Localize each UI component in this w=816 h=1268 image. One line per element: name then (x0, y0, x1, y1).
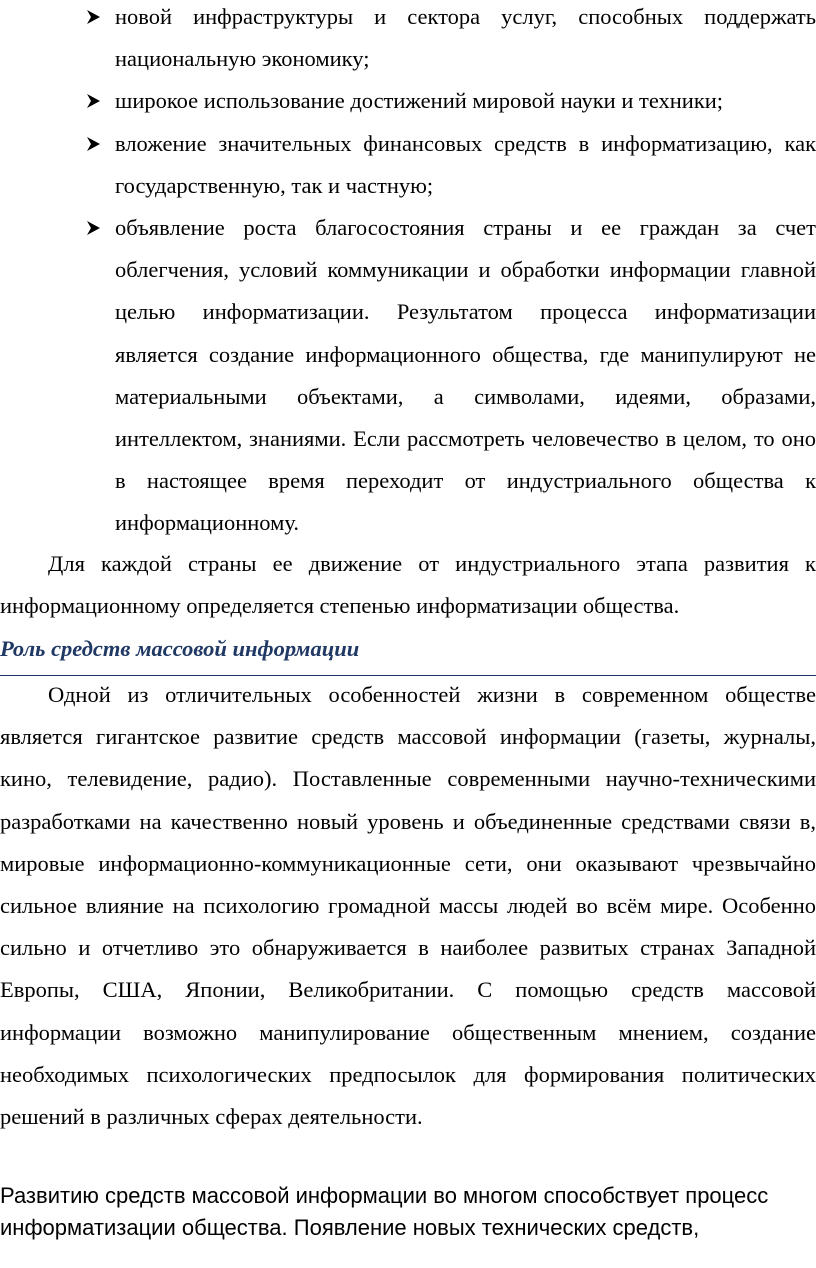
list-item (0, 207, 816, 545)
arrowhead-bullet-icon (82, 123, 104, 165)
list-item-text: новой инфраструктуры и сектора услуг, способных поддержать национальную экономику; (115, 4, 816, 72)
list-item (0, 0, 816, 80)
list-item-text: объявление роста благосостояния страны и ее граждан за счет облегчения, условий коммуникации и обработки информации главной целью информатизации. Результатом процесса информатизации является создание информационного общества, где манипулируют не материальными объектами, а символами, идеями, образами, интеллектом, знаниями. Если рассмотреть человечество в целом, то оно в настоящее время переходит от индустриального общества к информационному. (115, 215, 816, 536)
body-paragraph: Для каждой страны ее движение от индустриального этапа развития к информационному определяется степенью информатизации общества. (0, 551, 816, 619)
list-item-text: широкое использование достижений мировой науки и техники; (115, 88, 724, 114)
arrowhead-bullet-icon (82, 207, 104, 249)
list-item (0, 80, 816, 122)
arrowhead-bullet-icon (82, 0, 104, 38)
list-item (0, 123, 816, 207)
section-heading (0, 627, 816, 676)
body-paragraph: Одной из отличительных особенностей жизни в современном обществе является гигантское развитие средств массовой информации (газеты, журналы, кино, телевидение, радио). Поставленные современными научно-техническими разработками на качественно новый уровень и объединенные средствами связи в, мировые информационно-коммуникационные сети, они оказывают чрезвычайно сильное влияние на психологию громадной массы людей во всём мире. Особенно сильно и отчетливо это обнаруживается в наиболее развитых странах Западной Европы, США, Японии, Великобритании. С помощью средств массовой информации возможно манипулирование общественным мнением, создание необходимых психологических предпосылок для формирования политических решений в различных сферах деятельности. (0, 682, 816, 1130)
bullet-list (0, 0, 816, 545)
list-item-text: вложение значительных финансовых средств в информатизацию, как государственную, так и частную; (115, 130, 816, 198)
body-paragraph-sans: Развитию средств массовой информации во многом способствует процесс информатизации общества. Появление новых технических средств, (0, 1183, 769, 1240)
arrowhead-bullet-icon (82, 80, 104, 122)
section-heading-text: Роль средств массовой информации (0, 636, 360, 661)
